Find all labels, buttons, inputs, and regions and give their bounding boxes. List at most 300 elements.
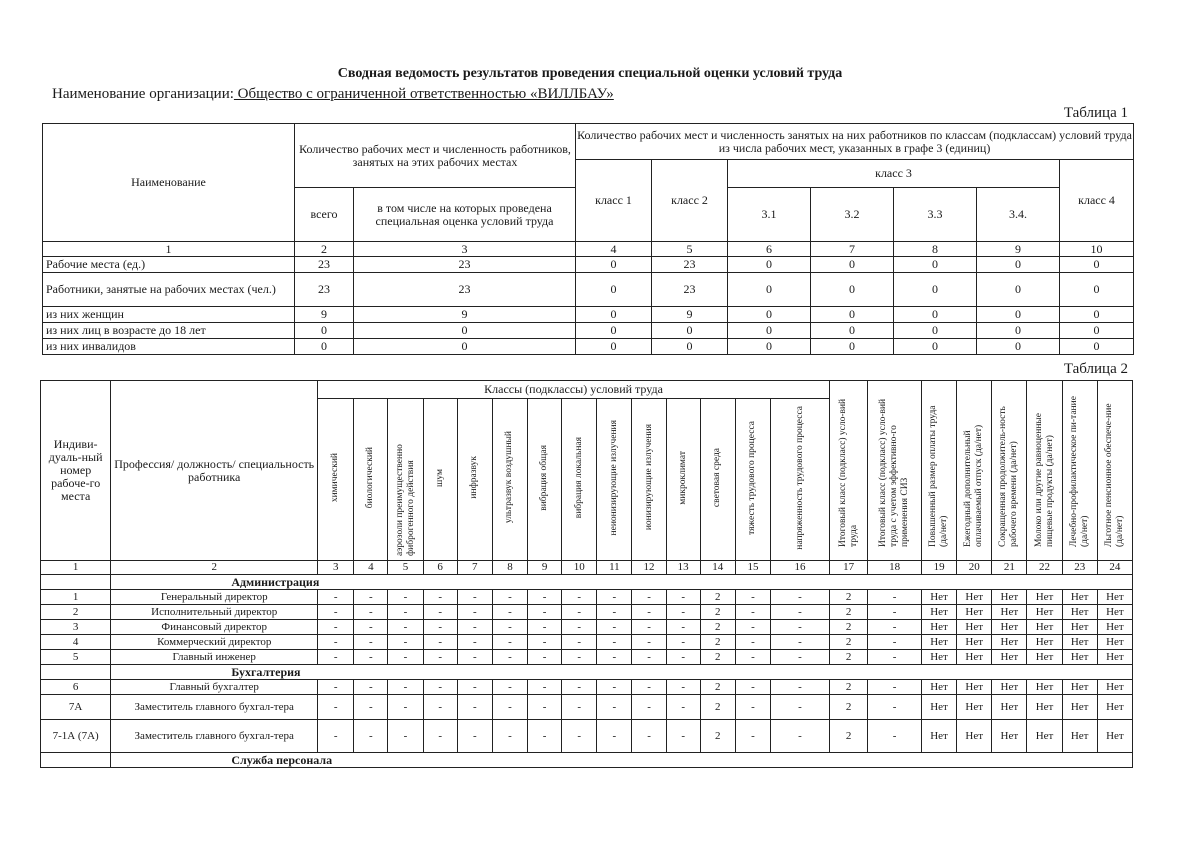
t2-row <box>41 605 1133 620</box>
t2-cell: - <box>771 605 830 620</box>
t2-cell: - <box>354 620 388 635</box>
t2-cell: - <box>318 650 354 665</box>
t1-header-name: Наименование <box>43 124 295 242</box>
t2-header-factor <box>562 399 597 561</box>
t2-cell: - <box>528 605 562 620</box>
t2-cell: - <box>868 620 922 635</box>
t2-section-row <box>41 753 1133 768</box>
t2-cell: - <box>354 605 388 620</box>
t1-cell: 0 <box>728 273 811 307</box>
t2-cell: Нет <box>1062 620 1097 635</box>
t2-header-factor-text: ионизирующие излучения <box>643 424 654 531</box>
t2-cell: Нет <box>1027 590 1062 605</box>
t2-cell: Нет <box>1062 680 1097 695</box>
t1-cell-wide: 23 <box>354 273 576 307</box>
t2-header-factor-text: микроклимат <box>677 450 688 505</box>
t2-cell: - <box>735 680 770 695</box>
t2-cell: - <box>528 635 562 650</box>
t2-header-extra-text: Лечебно-профилактическое пи-тание (да/нет) <box>1068 395 1090 547</box>
t1-cell: 0 <box>576 257 652 273</box>
t1-cell: 0 <box>894 323 977 339</box>
t1-row <box>43 323 1134 339</box>
t1-row-name: из них женщин <box>43 307 295 323</box>
t2-cell: - <box>868 650 922 665</box>
t1-cell: 0 <box>652 323 728 339</box>
t2-cell: - <box>423 695 457 720</box>
t2-cell: - <box>735 605 770 620</box>
t2-cell: - <box>492 590 527 605</box>
t2-cell: - <box>492 620 527 635</box>
t2-cell: 2 <box>700 650 735 665</box>
col-number: 3 <box>318 561 354 575</box>
t2-header-factor-text: напряженность трудового процесса <box>794 405 805 550</box>
t1-cell: 0 <box>977 323 1060 339</box>
t2-cell: 2 <box>700 590 735 605</box>
t2-cell: - <box>562 590 597 605</box>
t2-row-profession: Заместитель главного бухгал-тера <box>111 695 318 720</box>
t2-row <box>41 590 1133 605</box>
t2-cell: - <box>388 635 423 650</box>
t1-cell: 0 <box>1060 323 1134 339</box>
t1-cell: 0 <box>894 257 977 273</box>
t1-cell: 0 <box>811 273 894 307</box>
t2-cell: 2 <box>700 680 735 695</box>
t2-cell: - <box>666 590 700 605</box>
summary-table <box>42 123 1134 355</box>
t1-cell: 0 <box>576 339 652 355</box>
t2-cell: Нет <box>1062 605 1097 620</box>
t2-cell: - <box>528 695 562 720</box>
t2-header-extra-text: Сокращенная продолжитель-ность рабочего времени (да/нет) <box>998 405 1020 547</box>
t1-cell: 9 <box>295 307 354 323</box>
t1-header-class1: класс 1 <box>576 160 652 242</box>
col-number: 23 <box>1062 561 1097 575</box>
t2-cell: Нет <box>921 620 956 635</box>
t2-cell: - <box>318 620 354 635</box>
t2-cell: - <box>492 635 527 650</box>
t2-cell: Нет <box>992 590 1027 605</box>
col-number: 6 <box>423 561 457 575</box>
col-number: 8 <box>492 561 527 575</box>
col-number: 16 <box>771 561 830 575</box>
t1-header-class4: класс 4 <box>1060 160 1134 242</box>
t2-cell: Нет <box>1097 650 1132 665</box>
t2-row-number: 7А <box>41 695 111 720</box>
t2-cell: - <box>388 620 423 635</box>
t2-cell: - <box>354 680 388 695</box>
t2-header-extra-text: Итоговый класс (подкласс) усло-вий труда <box>837 398 859 547</box>
t2-header-factor <box>492 399 527 561</box>
t2-cell: - <box>597 635 632 650</box>
col-number: 1 <box>43 242 295 257</box>
t2-cell: - <box>492 650 527 665</box>
t1-cell: 0 <box>977 257 1060 273</box>
col-number: 15 <box>735 561 770 575</box>
t2-header-extra <box>868 381 922 561</box>
t2-cell: Нет <box>957 635 992 650</box>
t2-cell: Нет <box>1062 650 1097 665</box>
t2-cell: - <box>632 720 666 753</box>
t2-cell: - <box>632 635 666 650</box>
t2-cell: - <box>354 720 388 753</box>
t2-cell: Нет <box>1097 695 1132 720</box>
col-number: 8 <box>894 242 977 257</box>
col-number: 20 <box>957 561 992 575</box>
t2-section-number <box>41 753 111 768</box>
col-number: 14 <box>700 561 735 575</box>
t1-cell-wide: 0 <box>354 339 576 355</box>
t2-cell: - <box>528 620 562 635</box>
t2-cell: Нет <box>921 680 956 695</box>
t2-cell: - <box>354 695 388 720</box>
t2-cell: Нет <box>921 635 956 650</box>
t2-header-factor <box>666 399 700 561</box>
t2-cell: 2 <box>829 650 867 665</box>
t2-section-number <box>41 575 111 590</box>
t2-cell: - <box>457 695 492 720</box>
t2-section-number <box>41 665 111 680</box>
t2-cell: - <box>632 695 666 720</box>
t2-cell: 2 <box>829 635 867 650</box>
t2-cell: - <box>528 590 562 605</box>
t2-header-factor-text: неионизирующие излучения <box>608 419 619 536</box>
t2-row-profession: Генеральный директор <box>111 590 318 605</box>
t2-cell: 2 <box>700 695 735 720</box>
t2-cell: - <box>562 605 597 620</box>
t2-cell: - <box>492 695 527 720</box>
t2-cell: - <box>771 695 830 720</box>
t1-cell: 0 <box>1060 273 1134 307</box>
t2-cell: - <box>735 720 770 753</box>
t2-cell: - <box>771 720 830 753</box>
t2-cell: - <box>597 720 632 753</box>
col-number: 9 <box>528 561 562 575</box>
t1-cell: 0 <box>295 323 354 339</box>
col-number: 24 <box>1097 561 1132 575</box>
t2-cell: - <box>735 650 770 665</box>
t1-cell: 0 <box>728 339 811 355</box>
t2-header-factor <box>597 399 632 561</box>
t2-cell: Нет <box>957 695 992 720</box>
t2-cell: - <box>423 720 457 753</box>
t2-row-number: 5 <box>41 650 111 665</box>
t2-cell: - <box>388 720 423 753</box>
t1-cell: 0 <box>977 307 1060 323</box>
t2-cell: Нет <box>957 650 992 665</box>
t1-cell: 0 <box>811 307 894 323</box>
t2-cell: - <box>562 650 597 665</box>
t2-header-extra <box>1062 381 1097 561</box>
t2-cell: Нет <box>1097 680 1132 695</box>
t2-row-number: 2 <box>41 605 111 620</box>
t2-header-factor <box>423 399 457 561</box>
t2-row-number: 1 <box>41 590 111 605</box>
t2-cell: - <box>868 695 922 720</box>
t2-header-factor-text: световая среда <box>712 447 723 508</box>
t2-cell: - <box>771 590 830 605</box>
t2-row-profession: Исполнительный директор <box>111 605 318 620</box>
t2-cell: 2 <box>829 620 867 635</box>
t2-cell: - <box>735 635 770 650</box>
t2-cell: - <box>388 680 423 695</box>
t2-header-factor <box>388 399 423 561</box>
t2-cell: Нет <box>992 720 1027 753</box>
t2-cell: - <box>666 720 700 753</box>
col-number: 2 <box>295 242 354 257</box>
t1-cell: 0 <box>894 339 977 355</box>
t2-section-row <box>41 575 1133 590</box>
t2-cell: - <box>562 695 597 720</box>
t2-cell: - <box>597 620 632 635</box>
t2-cell: - <box>528 650 562 665</box>
t2-header-extra-text: Льготное пенсионное обеспече-ние (да/нет) <box>1103 402 1125 547</box>
col-number: 4 <box>354 561 388 575</box>
t1-header-workplaces: Количество рабочих мест и численность работников, занятых на этих рабочих местах <box>295 124 576 188</box>
t2-cell: - <box>388 605 423 620</box>
t2-cell: Нет <box>1097 620 1132 635</box>
t2-cell: - <box>354 590 388 605</box>
col-number: 11 <box>597 561 632 575</box>
t2-header-factor <box>700 399 735 561</box>
t2-row <box>41 620 1133 635</box>
t2-row <box>41 650 1133 665</box>
t2-cell: - <box>666 650 700 665</box>
t1-cell: 0 <box>576 307 652 323</box>
t1-cell: 0 <box>811 257 894 273</box>
t2-header-extra-text: Повышенный размер оплаты труда (да/нет) <box>928 404 950 547</box>
t2-cell: Нет <box>1027 650 1062 665</box>
t2-header-factor <box>528 399 562 561</box>
t2-cell: Нет <box>921 605 956 620</box>
col-number: 7 <box>811 242 894 257</box>
t2-cell: 2 <box>829 720 867 753</box>
col-number: 5 <box>652 242 728 257</box>
t2-header-factor-text: вибрация общая <box>539 444 550 511</box>
t2-cell: 2 <box>700 720 735 753</box>
t1-header-3-4: 3.4. <box>977 188 1060 242</box>
t1-column-numbers <box>43 242 1134 257</box>
t2-cell: 2 <box>829 680 867 695</box>
t1-cell: 0 <box>728 307 811 323</box>
t2-cell: - <box>318 590 354 605</box>
col-number: 1 <box>41 561 111 575</box>
t2-header-factor-text: химический <box>330 452 341 503</box>
t2-cell: - <box>388 650 423 665</box>
t2-section-title: Бухгалтерия <box>111 665 1133 680</box>
col-number: 7 <box>457 561 492 575</box>
col-number: 10 <box>1060 242 1134 257</box>
t2-cell: - <box>868 680 922 695</box>
t1-header-3-1: 3.1 <box>728 188 811 242</box>
t1-cell: 9 <box>652 307 728 323</box>
t2-cell: Нет <box>992 605 1027 620</box>
t2-cell: - <box>562 620 597 635</box>
t1-cell: 0 <box>1060 339 1134 355</box>
t2-cell: Нет <box>957 720 992 753</box>
t2-row-profession: Главный бухгалтер <box>111 680 318 695</box>
t2-header-number: Индиви-дуаль-ный номер рабоче-го места <box>41 381 111 561</box>
t1-cell: 23 <box>295 273 354 307</box>
t1-cell: 0 <box>894 307 977 323</box>
t2-cell: Нет <box>1097 635 1132 650</box>
t2-cell: - <box>562 680 597 695</box>
t2-cell: Нет <box>1027 695 1062 720</box>
t2-cell: - <box>597 695 632 720</box>
t2-cell: - <box>457 650 492 665</box>
t2-cell: - <box>318 680 354 695</box>
t2-cell: - <box>528 680 562 695</box>
col-number: 18 <box>868 561 922 575</box>
t1-header-class2: класс 2 <box>652 160 728 242</box>
t1-cell: 0 <box>576 323 652 339</box>
t1-cell: 0 <box>295 339 354 355</box>
t2-cell: - <box>318 635 354 650</box>
t2-header-factor <box>771 399 830 561</box>
t1-row-name: из них лиц в возрасте до 18 лет <box>43 323 295 339</box>
t2-cell: Нет <box>992 695 1027 720</box>
t1-row-name: Работники, занятые на рабочих местах (чел.) <box>43 273 295 307</box>
col-number: 17 <box>829 561 867 575</box>
col-number: 4 <box>576 242 652 257</box>
t2-section-title: Служба персонала <box>111 753 1133 768</box>
t1-cell-wide: 0 <box>354 323 576 339</box>
t2-cell: Нет <box>1062 695 1097 720</box>
t2-section-title: Администрация <box>111 575 1133 590</box>
t2-header-factor <box>632 399 666 561</box>
t2-cell: - <box>666 680 700 695</box>
t2-header-factor <box>318 399 354 561</box>
col-number: 19 <box>921 561 956 575</box>
t2-cell: Нет <box>1097 720 1132 753</box>
t2-cell: - <box>597 590 632 605</box>
t2-header-factor-text: ультразвук воздушный <box>504 431 515 524</box>
t2-row <box>41 635 1133 650</box>
t1-cell: 23 <box>652 273 728 307</box>
t1-header-3-2: 3.2 <box>811 188 894 242</box>
t2-cell: - <box>771 635 830 650</box>
t1-cell: 0 <box>728 257 811 273</box>
t1-cell: 0 <box>576 273 652 307</box>
t2-cell: - <box>735 590 770 605</box>
col-number: 3 <box>354 242 576 257</box>
t2-cell: - <box>423 620 457 635</box>
t2-header-factor-text: инфразвук <box>469 456 480 499</box>
t2-header-extra <box>1097 381 1132 561</box>
t2-header-profession: Профессия/ должность/ специальность работника <box>111 381 318 561</box>
t1-cell: 0 <box>1060 257 1134 273</box>
t2-row-number: 4 <box>41 635 111 650</box>
t2-cell: - <box>457 590 492 605</box>
t1-header-class3: класс 3 <box>728 160 1060 188</box>
t2-cell: - <box>868 605 922 620</box>
table1-caption: Таблица 1 <box>1063 105 1128 121</box>
t1-header-all: всего <box>295 188 354 242</box>
t2-cell: 2 <box>829 695 867 720</box>
t1-row <box>43 339 1134 355</box>
t2-cell: - <box>354 635 388 650</box>
t2-cell: - <box>666 620 700 635</box>
t2-row-number: 6 <box>41 680 111 695</box>
t2-header-extra-text: Ежегодный дополнительный оплачиваемый отпуск (да/нет) <box>963 424 985 547</box>
col-number: 10 <box>562 561 597 575</box>
col-number: 5 <box>388 561 423 575</box>
t1-row <box>43 257 1134 273</box>
t2-cell: Нет <box>921 695 956 720</box>
t2-cell: Нет <box>1027 605 1062 620</box>
t2-cell: - <box>735 620 770 635</box>
t2-row <box>41 680 1133 695</box>
t1-header-classes: Количество рабочих мест и численность занятых на них работников по классам (подклассам) условий труда из числа рабочих мест, указанных в графе 3 (единиц) <box>576 124 1134 160</box>
t2-cell: - <box>562 720 597 753</box>
t2-cell: Нет <box>1027 720 1062 753</box>
document-title: Сводная ведомость результатов проведения специальной оценки условий труда <box>337 66 843 81</box>
t2-cell: - <box>562 635 597 650</box>
t1-cell: 0 <box>1060 307 1134 323</box>
t2-row-number: 3 <box>41 620 111 635</box>
t1-row-name: Рабочие места (ед.) <box>43 257 295 273</box>
t1-cell: 23 <box>652 257 728 273</box>
t1-cell: 0 <box>977 273 1060 307</box>
workplace-table <box>40 380 1133 768</box>
t1-cell-wide: 9 <box>354 307 576 323</box>
t2-cell: - <box>354 650 388 665</box>
col-number: 12 <box>632 561 666 575</box>
t2-cell: - <box>492 680 527 695</box>
t2-cell: - <box>423 650 457 665</box>
t2-cell: Нет <box>1062 635 1097 650</box>
t2-row-profession: Коммерческий директор <box>111 635 318 650</box>
t2-cell: - <box>457 720 492 753</box>
t2-header-factor-text: вибрация локальная <box>573 436 584 519</box>
t2-cell: Нет <box>1062 590 1097 605</box>
t1-cell: 0 <box>811 339 894 355</box>
t2-cell: - <box>492 605 527 620</box>
organization-label: Наименование организации: <box>52 86 234 102</box>
t2-cell: - <box>423 635 457 650</box>
t2-header-factor <box>457 399 492 561</box>
t2-cell: Нет <box>957 590 992 605</box>
t2-cell: - <box>868 590 922 605</box>
t1-row <box>43 273 1134 307</box>
t2-cell: Нет <box>957 620 992 635</box>
t2-header-factor-text: биологический <box>365 446 376 509</box>
col-number: 9 <box>977 242 1060 257</box>
t2-header-factor-text: шум <box>434 468 445 487</box>
t2-cell: Нет <box>921 650 956 665</box>
t2-cell: Нет <box>957 605 992 620</box>
t2-cell: - <box>632 650 666 665</box>
t2-cell: Нет <box>992 635 1027 650</box>
t2-cell: - <box>388 695 423 720</box>
t1-cell: 0 <box>652 339 728 355</box>
t2-cell: - <box>666 695 700 720</box>
t2-cell: 2 <box>700 620 735 635</box>
t2-cell: Нет <box>1027 635 1062 650</box>
col-number: 21 <box>992 561 1027 575</box>
t2-cell: - <box>597 680 632 695</box>
t2-row <box>41 720 1133 753</box>
col-number: 22 <box>1027 561 1062 575</box>
t2-cell: Нет <box>1097 590 1132 605</box>
t2-row-profession: Главный инженер <box>111 650 318 665</box>
t2-cell: - <box>868 635 922 650</box>
table2-caption: Таблица 2 <box>1063 361 1128 377</box>
t2-row-number: 7-1А (7А) <box>41 720 111 753</box>
t2-header-extra-text: Молоко или другие равноценные пищевые продукты (да/нет) <box>1033 412 1055 547</box>
t1-cell: 0 <box>977 339 1060 355</box>
t2-cell: - <box>597 605 632 620</box>
t1-cell: 0 <box>728 323 811 339</box>
